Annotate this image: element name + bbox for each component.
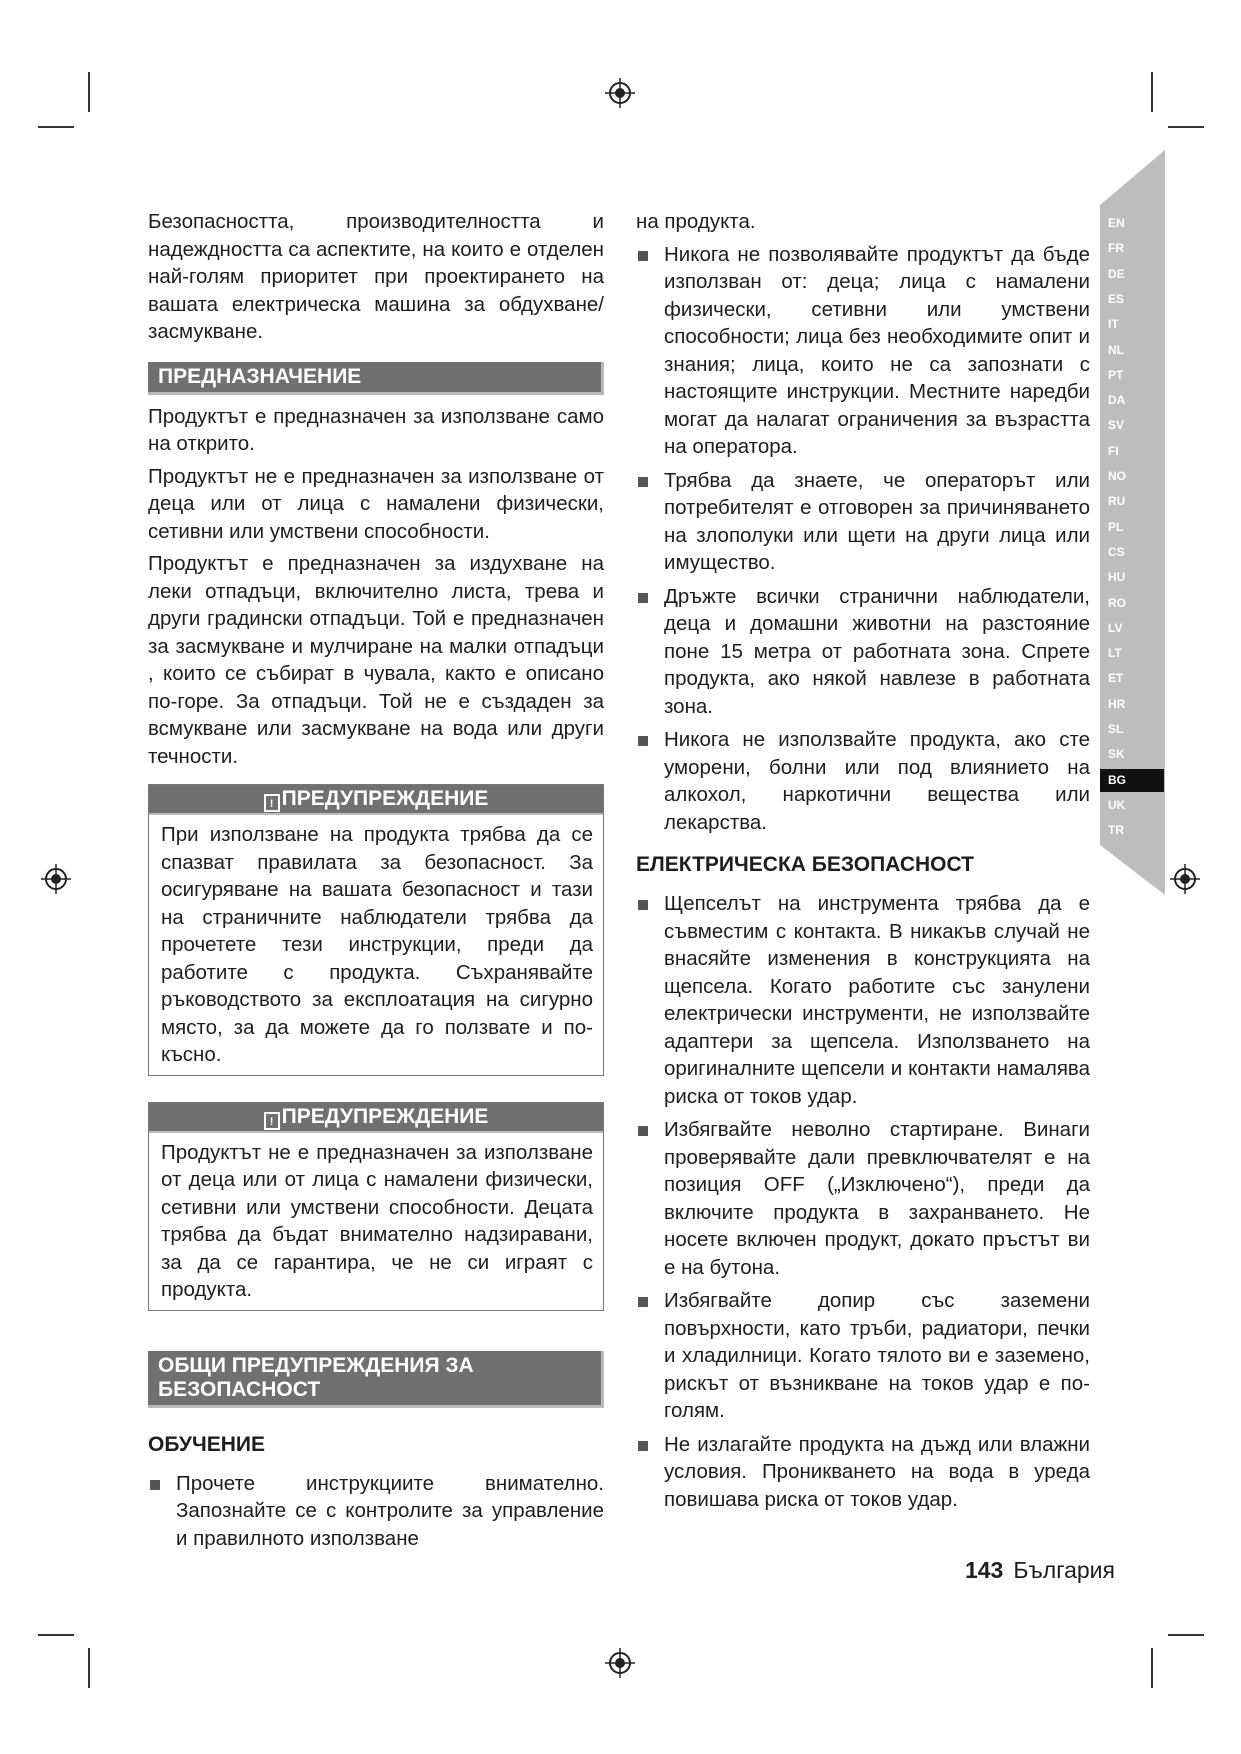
language-tab-lt[interactable]: LT	[1108, 646, 1122, 661]
language-tab-en[interactable]: EN	[1108, 216, 1125, 230]
registration-mark-icon	[41, 864, 71, 894]
language-tab-ru[interactable]: RU	[1108, 494, 1126, 509]
language-tab-sk[interactable]: SK	[1108, 747, 1125, 762]
footer-country: България	[1013, 1557, 1115, 1583]
list-item: Избягвайте допир със заземени повърхности, като тръби, радиатори, печки и хладилници. Когато тялото ви е заземено, рискът от възникване на токов удар е по-голям.	[636, 1287, 1090, 1425]
language-tab-da[interactable]: DA	[1108, 393, 1126, 408]
training-list	[148, 1470, 604, 1553]
list-item: Не излагайте продукта на дъжд или влажни условия. Проникването на вода в уреда повишава риска от токов удар.	[636, 1431, 1090, 1514]
language-tab-nl[interactable]: NL	[1108, 342, 1124, 357]
section-header-general-safety	[148, 1351, 604, 1408]
list-item: Никога не използвайте продукта, ако сте уморени, болни или под влиянието на алкохол, наркотични вещества или лекарства.	[636, 726, 1090, 836]
list-item: Щепселът на инструмента трябва да е съвместим с контакта. В никакъв случай не внасяйте изменения в конструкцията на щепсела. Когато работите със занулени електрически инструменти, не използвайте адаптери за щепсела. Използването на оригиналните щепсели и контакти намалява риска от токов удар.	[636, 890, 1090, 1110]
left-column	[148, 208, 604, 1558]
language-tab-et[interactable]: ET	[1108, 671, 1124, 686]
language-tab-hu[interactable]: HU	[1108, 570, 1126, 585]
electric-safety-list	[636, 890, 1090, 1513]
language-tab-hr[interactable]: HR	[1108, 696, 1126, 711]
list-item: Прочете инструкциите внимателно. Запознайте се с контролите за управление и правилното използване	[148, 1470, 604, 1553]
subsection-title-training: ОБУЧЕНИЕ	[148, 1432, 265, 1456]
language-tab-de[interactable]: DE	[1108, 266, 1125, 281]
language-tab-pt[interactable]: PT	[1108, 367, 1124, 382]
language-tab-ro[interactable]: RO	[1108, 595, 1126, 610]
language-tab-lv[interactable]: LV	[1108, 620, 1123, 635]
purpose-paragraph: Продуктът не е предназначен за използване от деца или от лица с намалени физически, сетивни или умствени способности.	[148, 464, 604, 543]
right-column	[636, 208, 1090, 1519]
warning-text: Продуктът не е предназначен за използване от деца или от лица с намалени физически, сетивни или умствени способности. Децата трябва да бъдат внимателно надзиравани, за да се гарантира, че не си играят с продукта.	[161, 1140, 593, 1301]
page-number: 143	[964, 1557, 1004, 1583]
section-title-line: БЕЗОПАСНОСТ	[158, 1377, 321, 1401]
language-tab-fi[interactable]: FI	[1108, 443, 1119, 458]
warning-header	[149, 785, 603, 815]
list-item: Никога не позволявайте продуктът да бъде използван от: деца; лица с намалени физически, сетивни или умствени способности; лица без необходимите опит и знания; лица, които не са запознати с настоящите инструкции. Местните наредби могат да налагат ограничения за възрастта на оператора.	[636, 241, 1090, 461]
language-tab-pl[interactable]: PL	[1108, 519, 1124, 534]
crop-mark	[88, 72, 90, 112]
warning-box	[148, 1102, 604, 1311]
continuation-text: на продукта.	[636, 210, 756, 233]
section-header-purpose: ПРЕДНАЗНАЧЕНИЕ	[148, 362, 604, 395]
warning-title: ПРЕДУПРЕЖДЕНИЕ	[281, 1104, 489, 1128]
list-item: Избягвайте неволно стартиране. Винаги проверявайте дали превключвателят е на позиция OFF („Изключено“), преди да включите продукта в захранването. Не носете включен продукт, докато пръстът ви е на бутона.	[636, 1116, 1090, 1281]
list-item: Трябва да знаете, че операторът или потребителят е отговорен за причиняването на злополуки или щети на други лица или имущество.	[636, 467, 1090, 577]
purpose-paragraph: Продуктът е предназначен за издухване на леки отпадъци, включително листа, трева и други градински отпадъци. Той е предназначен за засмукване и мулчиране на малки отпадъци , които се събират в чувала, както е описано по-горе. За отпадъци. Той не е създаден за всмукване или засмукване на вода или други течности.	[148, 552, 604, 768]
language-tab-bg[interactable]: BG	[1100, 769, 1164, 792]
purpose-paragraph: Продуктът е предназначен за използване само на открито.	[148, 404, 604, 455]
warning-title: ПРЕДУПРЕЖДЕНИЕ	[281, 787, 489, 810]
crop-mark	[1168, 1634, 1204, 1636]
language-tab-es[interactable]: ES	[1108, 291, 1125, 306]
language-tab-it[interactable]: IT	[1108, 317, 1119, 332]
crop-mark	[38, 1634, 74, 1636]
language-tab-uk[interactable]: UK	[1108, 797, 1126, 812]
crop-mark	[1151, 72, 1153, 112]
warning-icon: !	[264, 1112, 280, 1130]
registration-mark-icon	[605, 78, 635, 108]
language-tab-sl[interactable]: SL	[1108, 722, 1124, 736]
intro-paragraph: Безопасността, производителността и надеждността са аспектите, на които е отделен най-голям приоритет при проектирането на вашата електрическа машина за обдухване/засмукване.	[148, 210, 604, 343]
language-tab-fr[interactable]: FR	[1108, 241, 1124, 256]
warning-text: При използване на продукта трябва да се спазват правилата за безопасност. За осигуряване на вашата безопасност и тази на страничните наблюдатели трябва да прочетете тези инструкции, преди да работите с продукта. Съхранявайте ръководството за експлоатация на сигурно място, за да можете да го ползвате и по-късно.	[161, 823, 593, 1066]
safety-list	[636, 241, 1090, 837]
page-footer	[965, 1557, 1115, 1584]
language-tab-tr[interactable]: TR	[1108, 823, 1124, 838]
registration-mark-icon	[605, 1648, 635, 1678]
list-item: Дръжте всички странични наблюдатели, деца и домашни животни на разстояние поне 15 метра от работната зона. Спрете продукта, ако някой навлезе в работната зона.	[636, 583, 1090, 721]
warning-icon: !	[264, 794, 280, 812]
warning-box	[148, 784, 604, 1076]
language-tab-sv[interactable]: SV	[1108, 418, 1125, 433]
language-tab-cs[interactable]: CS	[1108, 544, 1125, 559]
language-tab-no[interactable]: NO	[1108, 469, 1126, 483]
subsection-title-electric-safety: ЕЛЕКТРИЧЕСКА БЕЗОПАСНОСТ	[636, 853, 974, 876]
section-title-line: ОБЩИ ПРЕДУПРЕЖДЕНИЯ ЗА	[158, 1353, 474, 1377]
crop-mark	[88, 1648, 90, 1688]
crop-mark	[1151, 1648, 1153, 1688]
crop-mark	[1168, 126, 1204, 128]
crop-mark	[38, 126, 74, 128]
warning-header	[149, 1103, 603, 1133]
registration-mark-icon	[1170, 864, 1200, 894]
